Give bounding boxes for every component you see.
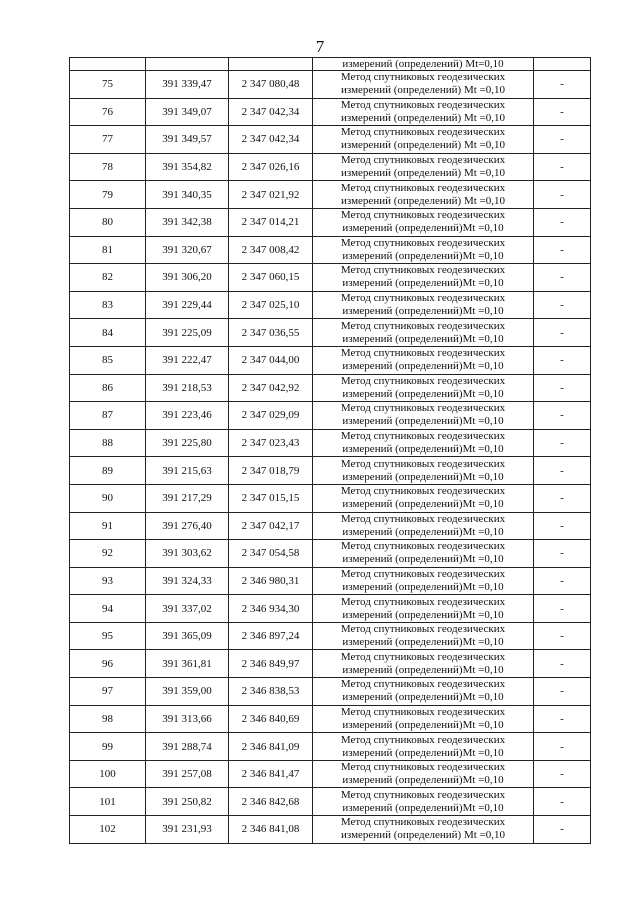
method-line-1: Метод спутниковых геодезических — [340, 623, 506, 636]
cell-method — [313, 291, 534, 319]
cell-number: 85 — [70, 346, 146, 374]
cell-number: 86 — [70, 374, 146, 402]
table-row — [70, 788, 591, 816]
method-line-1: Метод спутниковых геодезических — [340, 209, 506, 222]
cell-description: - — [534, 457, 591, 485]
method-line-2: измерений (определений)Mt =0,10 — [342, 332, 504, 345]
table-row — [70, 622, 591, 650]
cell-description: - — [534, 402, 591, 430]
cell-x: 391 257,08 — [146, 760, 229, 788]
cell-x: 391 339,47 — [146, 71, 229, 99]
cell-number: 91 — [70, 512, 146, 540]
cell-description: - — [534, 153, 591, 181]
method-line-2: измерений (определений) Mt =0,10 — [341, 167, 505, 180]
method-line-2: измерений (определений)Mt =0,10 — [342, 580, 504, 593]
cell-method — [313, 429, 534, 457]
cell-y: 2 346 849,97 — [229, 650, 313, 678]
cell-x: 391 320,67 — [146, 236, 229, 264]
cell-x: 391 340,35 — [146, 181, 229, 209]
table-row — [70, 153, 591, 181]
cell-number: 83 — [70, 291, 146, 319]
cell-y: 2 347 029,09 — [229, 402, 313, 430]
cell-method — [313, 622, 534, 650]
table-row — [70, 374, 591, 402]
method-line-2: измерений (определений)Mt =0,10 — [342, 415, 504, 428]
cell-x: 391 349,57 — [146, 126, 229, 154]
method-line-2: измерений (определений)Mt =0,10 — [342, 305, 504, 318]
cell-y: 2 346 934,30 — [229, 595, 313, 623]
cell-description: - — [534, 484, 591, 512]
method-line-1: Метод спутниковых геодезических — [340, 126, 506, 139]
cell-description: - — [534, 208, 591, 236]
cell-method — [313, 760, 534, 788]
method-line-1: Метод спутниковых геодезических — [340, 678, 506, 691]
cell-number: 82 — [70, 264, 146, 292]
cell-description: - — [534, 181, 591, 209]
table-row — [70, 402, 591, 430]
method-line-1: Метод спутниковых геодезических — [340, 788, 506, 801]
cell-method — [313, 484, 534, 512]
cell-y: 2 347 042,34 — [229, 126, 313, 154]
cell-method — [313, 457, 534, 485]
cell-y: 2 347 080,48 — [229, 71, 313, 99]
cell-method — [313, 788, 534, 816]
cell-method — [313, 181, 534, 209]
method-line-1: Метод спутниковых геодезических — [340, 71, 506, 84]
table-row — [70, 678, 591, 706]
cell-x: 391 359,00 — [146, 678, 229, 706]
cell-method — [313, 374, 534, 402]
cell-y: 2 347 023,43 — [229, 429, 313, 457]
cell-y: 2 347 042,17 — [229, 512, 313, 540]
cell-number: 94 — [70, 595, 146, 623]
cell-y: 2 347 008,42 — [229, 236, 313, 264]
cell-number: 96 — [70, 650, 146, 678]
cell-y: 2 347 026,16 — [229, 153, 313, 181]
cell-method — [313, 678, 534, 706]
cell-x: 391 306,20 — [146, 264, 229, 292]
cell-method — [313, 208, 534, 236]
cell-number: 99 — [70, 733, 146, 761]
cell-description — [534, 58, 591, 71]
cell-x: 391 231,93 — [146, 816, 229, 844]
cell-number: 80 — [70, 208, 146, 236]
cell-description: - — [534, 567, 591, 595]
table-row — [70, 126, 591, 154]
table-row-continued — [70, 58, 591, 71]
cell-x: 391 361,81 — [146, 650, 229, 678]
cell-y: 2 347 042,34 — [229, 98, 313, 126]
cell-description: - — [534, 788, 591, 816]
method-line-2: измерений (определений)Mt =0,10 — [342, 801, 504, 814]
cell-method — [313, 98, 534, 126]
table-row — [70, 540, 591, 568]
table-row — [70, 236, 591, 264]
method-line-1: Метод спутниковых геодезических — [340, 650, 506, 663]
cell-y: 2 347 060,15 — [229, 264, 313, 292]
table-row — [70, 512, 591, 540]
cell-x — [146, 58, 229, 71]
cell-method — [313, 567, 534, 595]
method-line-1: Метод спутниковых геодезических — [340, 402, 506, 415]
cell-description: - — [534, 705, 591, 733]
cell-description: - — [534, 733, 591, 761]
cell-description: - — [534, 374, 591, 402]
coordinates-table-body — [70, 58, 591, 844]
table-row — [70, 567, 591, 595]
cell-description: - — [534, 650, 591, 678]
cell-description: - — [534, 319, 591, 347]
cell-x: 391 215,63 — [146, 457, 229, 485]
cell-y: 2 347 036,55 — [229, 319, 313, 347]
cell-x: 391 337,02 — [146, 595, 229, 623]
cell-number: 76 — [70, 98, 146, 126]
method-line-1: Метод спутниковых геодезических — [340, 236, 506, 249]
cell-x: 391 342,38 — [146, 208, 229, 236]
method-line-1: Метод спутниковых геодезических — [340, 540, 506, 553]
cell-number: 100 — [70, 760, 146, 788]
cell-number: 90 — [70, 484, 146, 512]
method-line-2: измерений (определений)Mt =0,10 — [342, 222, 504, 235]
cell-y: 2 346 897,24 — [229, 622, 313, 650]
cell-method — [313, 402, 534, 430]
cell-number: 98 — [70, 705, 146, 733]
cell-y: 2 346 841,09 — [229, 733, 313, 761]
table-row — [70, 760, 591, 788]
cell-y: 2 346 980,31 — [229, 567, 313, 595]
cell-x: 391 223,46 — [146, 402, 229, 430]
method-line-1: Метод спутниковых геодезических — [340, 595, 506, 608]
cell-number: 102 — [70, 816, 146, 844]
cell-number: 75 — [70, 71, 146, 99]
cell-y: 2 347 042,92 — [229, 374, 313, 402]
method-line-2: измерений (определений) Mt =0,10 — [341, 84, 505, 97]
cell-x: 391 276,40 — [146, 512, 229, 540]
method-line-1: Метод спутниковых геодезических — [340, 347, 506, 360]
method-line-2: измерений (определений)Mt =0,10 — [342, 249, 504, 262]
cell-number: 81 — [70, 236, 146, 264]
method-line-2: измерений (определений)Mt =0,10 — [342, 498, 504, 511]
cell-y: 2 347 025,10 — [229, 291, 313, 319]
cell-description: - — [534, 816, 591, 844]
table-row — [70, 346, 591, 374]
method-line-2: измерений (определений) Mt =0,10 — [341, 194, 505, 207]
cell-y: 2 347 014,21 — [229, 208, 313, 236]
method-line-2: измерений (определений) Mt =0,10 — [341, 829, 505, 842]
cell-y: 2 347 054,58 — [229, 540, 313, 568]
method-line-1: Метод спутниковых геодезических — [340, 292, 506, 305]
cell-y: 2 347 044,00 — [229, 346, 313, 374]
method-line-1: Метод спутниковых геодезических — [340, 761, 506, 774]
method-line-2: измерений (определений)Mt =0,10 — [342, 387, 504, 400]
table-row — [70, 705, 591, 733]
table-row — [70, 650, 591, 678]
cell-x: 391 365,09 — [146, 622, 229, 650]
cell-number: 87 — [70, 402, 146, 430]
cell-x: 391 313,66 — [146, 705, 229, 733]
table-row — [70, 484, 591, 512]
method-line-2: измерений (определений)Mt =0,10 — [342, 774, 504, 787]
cell-number — [70, 58, 146, 71]
cell-number: 95 — [70, 622, 146, 650]
coordinates-table — [69, 57, 591, 844]
cell-method — [313, 650, 534, 678]
method-line-2: измерений (определений) Mt =0,10 — [341, 139, 505, 152]
cell-x: 391 349,07 — [146, 98, 229, 126]
method-line-1: Метод спутниковых геодезических — [340, 319, 506, 332]
cell-y: 2 347 021,92 — [229, 181, 313, 209]
cell-description: - — [534, 98, 591, 126]
table-row — [70, 816, 591, 844]
cell-number: 84 — [70, 319, 146, 347]
cell-number: 101 — [70, 788, 146, 816]
method-line-2: измерений (определений)Mt =0,10 — [342, 691, 504, 704]
method-line-1: Метод спутниковых геодезических — [340, 98, 506, 111]
cell-method — [313, 816, 534, 844]
method-line-2: измерений (определений) Mt =0,10 — [341, 111, 505, 124]
table-row — [70, 181, 591, 209]
cell-y: 2 347 018,79 — [229, 457, 313, 485]
cell-description: - — [534, 595, 591, 623]
cell-x: 391 218,53 — [146, 374, 229, 402]
cell-description: - — [534, 540, 591, 568]
cell-description: - — [534, 126, 591, 154]
cell-number: 79 — [70, 181, 146, 209]
page-number: 7 — [315, 37, 325, 56]
cell-y: 2 347 015,15 — [229, 484, 313, 512]
cell-method — [313, 540, 534, 568]
cell-y: 2 346 841,47 — [229, 760, 313, 788]
table-row — [70, 457, 591, 485]
table-row — [70, 98, 591, 126]
method-line-1: Метод спутниковых геодезических — [340, 512, 506, 525]
cell-method — [313, 595, 534, 623]
method-line-2: измерений (определений)Mt =0,10 — [342, 470, 504, 483]
cell-method — [313, 346, 534, 374]
table-row — [70, 595, 591, 623]
method-line-1: Метод спутниковых геодезических — [340, 485, 506, 498]
cell-description: - — [534, 291, 591, 319]
cell-x: 391 324,33 — [146, 567, 229, 595]
method-line-2: измерений (определений)Mt =0,10 — [342, 636, 504, 649]
cell-description: - — [534, 264, 591, 292]
method-line-1: Метод спутниковых геодезических — [340, 430, 506, 443]
method-line-1: Метод спутниковых геодезических — [340, 705, 506, 718]
table-row — [70, 733, 591, 761]
cell-method — [313, 236, 534, 264]
method-line-2: измерений (определений)Mt =0,10 — [342, 360, 504, 373]
table-row — [70, 319, 591, 347]
cell-number: 93 — [70, 567, 146, 595]
cell-description: - — [534, 236, 591, 264]
method-line-2: измерений (определений)Mt =0,10 — [342, 663, 504, 676]
cell-method — [313, 512, 534, 540]
cell-x: 391 354,82 — [146, 153, 229, 181]
cell-y — [229, 58, 313, 71]
method-line-1: Метод спутниковых геодезических — [340, 733, 506, 746]
table-row — [70, 208, 591, 236]
cell-y: 2 346 838,53 — [229, 678, 313, 706]
cell-x: 391 217,29 — [146, 484, 229, 512]
cell-description: - — [534, 512, 591, 540]
cell-method — [313, 71, 534, 99]
cell-x: 391 229,44 — [146, 291, 229, 319]
cell-method — [313, 705, 534, 733]
method-line-1: Метод спутниковых геодезических — [340, 816, 506, 829]
method-line-2: измерений (определений)Mt =0,10 — [342, 608, 504, 621]
cell-x: 391 225,09 — [146, 319, 229, 347]
method-line-1: Метод спутниковых геодезических — [340, 374, 506, 387]
method-line-2: измерений (определений)Mt =0,10 — [342, 277, 504, 290]
cell-x: 391 288,74 — [146, 733, 229, 761]
method-line-1: Метод спутниковых геодезических — [340, 154, 506, 167]
cell-method — [313, 153, 534, 181]
table-row — [70, 264, 591, 292]
cell-description: - — [534, 678, 591, 706]
cell-method — [313, 264, 534, 292]
cell-y: 2 346 840,69 — [229, 705, 313, 733]
method-line-1: Метод спутниковых геодезических — [340, 457, 506, 470]
cell-method — [313, 733, 534, 761]
cell-y: 2 346 841,08 — [229, 816, 313, 844]
cell-description: - — [534, 429, 591, 457]
cell-method: измерений (определений) Mt=0,10 — [313, 58, 534, 71]
cell-description: - — [534, 346, 591, 374]
cell-number: 89 — [70, 457, 146, 485]
cell-number: 77 — [70, 126, 146, 154]
method-line-2: измерений (определений)Mt =0,10 — [342, 718, 504, 731]
method-line-2: измерений (определений)Mt =0,10 — [342, 443, 504, 456]
method-line-2: измерений (определений)Mt =0,10 — [342, 525, 504, 538]
cell-description: - — [534, 71, 591, 99]
cell-y: 2 346 842,68 — [229, 788, 313, 816]
table-row — [70, 429, 591, 457]
method-line-1: Метод спутниковых геодезических — [340, 264, 506, 277]
method-line-2: измерений (определений)Mt =0,10 — [342, 746, 504, 759]
cell-description: - — [534, 760, 591, 788]
cell-x: 391 225,80 — [146, 429, 229, 457]
table-row — [70, 291, 591, 319]
cell-x: 391 250,82 — [146, 788, 229, 816]
cell-number: 92 — [70, 540, 146, 568]
cell-description: - — [534, 622, 591, 650]
cell-number: 88 — [70, 429, 146, 457]
method-line-1: Метод спутниковых геодезических — [340, 567, 506, 580]
cell-method — [313, 319, 534, 347]
cell-number: 97 — [70, 678, 146, 706]
cell-x: 391 222,47 — [146, 346, 229, 374]
cell-x: 391 303,62 — [146, 540, 229, 568]
cell-method — [313, 126, 534, 154]
cell-number: 78 — [70, 153, 146, 181]
table-row — [70, 71, 591, 99]
method-line-1: Метод спутниковых геодезических — [340, 181, 506, 194]
method-line-2: измерений (определений)Mt =0,10 — [342, 553, 504, 566]
